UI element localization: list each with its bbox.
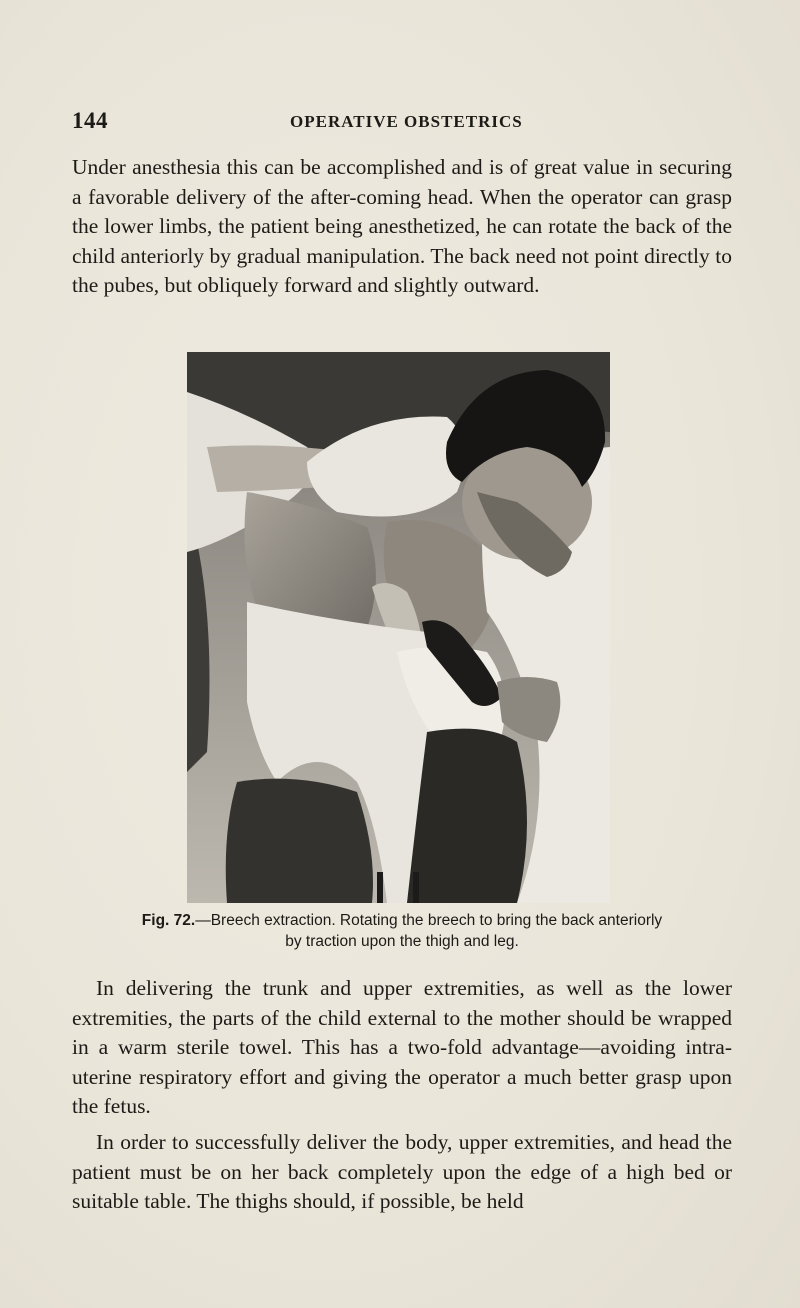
figure-caption bbox=[72, 910, 732, 952]
caption-line-2: by traction upon the thigh and leg. bbox=[285, 933, 519, 950]
paragraph-2: In delivering the trunk and upper extremities, as well as the lower extremities, the parts of the child external to the mother should be wrapped in a warm sterile towel. This has a two-fold advantage—avoiding intra-uterine respiratory effort and giving the operator a much better grasp upon the fetus. bbox=[72, 976, 732, 1119]
running-title: OPERATIVE OBSTETRICS bbox=[290, 112, 523, 131]
caption-text-1: —Breech extraction. Rotating the breech to bring the back anteriorly bbox=[195, 912, 663, 929]
page-number: 144 bbox=[72, 108, 108, 133]
paragraph-1: Under anesthesia this can be accomplished and is of great value in securing a favorable delivery of the after-coming head. When the operator can grasp the lower limbs, the patient being anesthetized, he can rotate the back of the child anteriorly by gradual manipulation. The back need not point directly to the pubes, but obliquely forward and slightly outward. bbox=[72, 155, 732, 298]
figure-label: Fig. 72. bbox=[141, 912, 196, 929]
page-header bbox=[72, 108, 730, 138]
paragraph-3: In order to successfully deliver the body, upper extremities, and head the patient must be on her back completely upon the edge of a high bed or suitable table. The thighs should, if possible, be held bbox=[72, 1130, 732, 1214]
figure-illustration bbox=[187, 352, 610, 903]
caption-line-1 bbox=[72, 910, 732, 931]
